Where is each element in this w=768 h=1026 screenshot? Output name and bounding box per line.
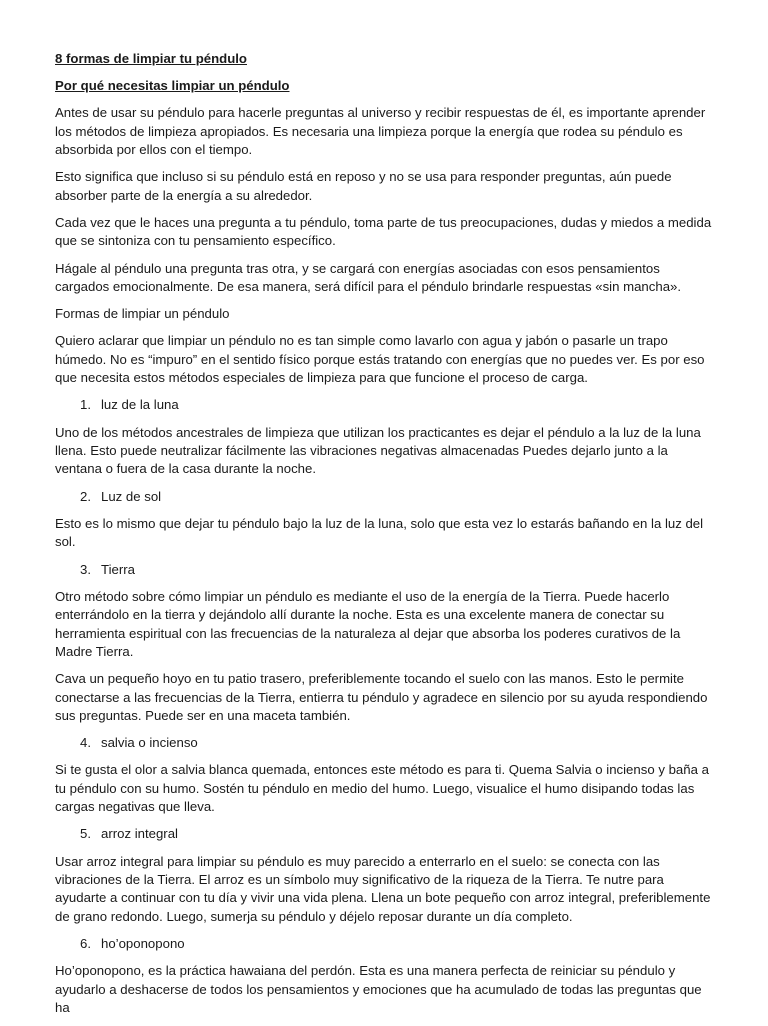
list-item-title: arroz integral (101, 826, 178, 842)
list-item-paragraph: Esto es lo mismo que dejar tu péndulo bajo la luz de la luna, solo que esta vez lo estarás bañando en la luz del sol. (55, 515, 704, 550)
list-item-number: 6. (80, 935, 91, 951)
list-item (55, 561, 717, 726)
list-item-heading (55, 561, 717, 579)
section-heading: Por qué necesitas limpiar un péndulo (55, 78, 290, 94)
intro-paragraph: Esto significa que incluso si su péndulo está en reposo y no se usa para responder preguntas, aún puede absorber parte de la energía a su alrededor. (55, 169, 672, 203)
list-item-paragraph: Uno de los métodos ancestrales de limpieza que utilizan los practicantes es dejar el péndulo a la luz de la luna llena. Esto puede neutralizar fácilmente las vibraciones negativas almacenadas Puedes dejarlo junto a la ventana o fuera de la casa durante la noche. (55, 424, 701, 477)
intro-paragraph: Hágale al péndulo una pregunta tras otra, y se cargará con energías asociadas con esos pensamientos cargados emocionalmente. De esa manera, será difícil para el péndulo brindarle respuestas «sin mancha». (55, 260, 682, 295)
list-item-title: Luz de sol (101, 488, 162, 504)
intro-section (55, 104, 717, 296)
intro-paragraph: Cada vez que le haces una pregunta a tu péndulo, toma parte de tus preocupaciones, dudas y miedos a medida que se sintoniza con tu pensamiento específico. (55, 215, 712, 249)
list-item-number: 1. (80, 397, 91, 413)
list-item-heading (55, 734, 717, 752)
list-item-number: 5. (80, 826, 91, 842)
list-item-heading (55, 825, 717, 843)
intro-paragraph: Antes de usar su péndulo para hacerle preguntas al universo y recibir respuestas de él, es importante aprender los métodos de limpieza apropiados. Es necesaria una limpieza porque la energía que rodea su péndulo es absorbida por ellos con el tiempo. (55, 105, 706, 158)
document-page (55, 50, 717, 1026)
methods-intro-paragraph: Quiero aclarar que limpiar un péndulo no es tan simple como lavarlo con agua y jabón o pasarle un trapo húmedo. No es “impuro” en el sentido físico porque estás tratando con energías que no puedes ver. Es por eso que necesita estos métodos especiales de limpieza para que funcione el proceso de carga. (55, 333, 705, 386)
list-item-paragraph: Si te gusta el olor a salvia blanca quemada, entonces este método es para ti. Quema Salvia o incienso y baña a tu péndulo con su humo. Sostén tu péndulo en medio del humo. Luego, visualice el humo disipando todas las cargas negativas que lleva. (55, 762, 709, 815)
list-item-title: ho’oponopono (101, 935, 185, 951)
document-title: 8 formas de limpiar tu péndulo (55, 51, 247, 66)
list-item-number: 4. (80, 735, 91, 751)
list-item-paragraph: Cava un pequeño hoyo en tu patio trasero, preferiblemente tocando el suelo con las manos. Esto le permite conectarse a las frecuencias de la Tierra, entierra tu péndulo y agradece en silencio por su ayuda respondiendo sus preguntas. Puede ser en una maceta también. (55, 671, 708, 723)
list-item-heading (55, 396, 717, 414)
list-item-paragraph: Usar arroz integral para limpiar su péndulo es muy parecido a enterrarlo en el suelo: se conecta con las vibraciones de la Tierra. El arroz es un símbolo muy significativo de la riqueza de la Tierra. Te nutre para ayudarte a continuar con tu día y vivir una vida plena. Llena un bote pequeño con arroz integral, preferiblemente de grano redondo. Luego, sumerja su péndulo y déjelo reposar durante un día completo. (55, 853, 711, 924)
list-item (55, 734, 717, 816)
list-item-number: 2. (80, 488, 91, 504)
list-item-paragraph: Otro método sobre cómo limpiar un péndulo es mediante el uso de la energía de la Tierra. Puede hacerlo enterrándolo en la tierra y dejándolo allí durante la noche. Esta es una excelente manera de conectar su herramienta espiritual con las frecuencias de la naturaleza al dejar que absorba los poderes curativos de la Madre Tierra. (55, 588, 681, 659)
list-item-title: salvia o incienso (101, 735, 198, 751)
list-item-title: luz de la luna (101, 397, 179, 413)
list-item (55, 488, 717, 552)
list-item (55, 935, 717, 1017)
list-item-number: 3. (80, 561, 91, 577)
list-item-heading (55, 935, 717, 953)
list-item-paragraph: Ho’oponopono, es la práctica hawaiana del perdón. Esta es una manera perfecta de reiniciar su péndulo y ayudarlo a deshacerse de todos los pensamientos y emociones que ha acumulado de todas las preguntas que ha (55, 963, 702, 1015)
list-item (55, 396, 717, 478)
methods-heading: Formas de limpiar un péndulo (55, 306, 230, 322)
list-item-title: Tierra (101, 561, 135, 577)
list-item (55, 825, 717, 926)
list-item-heading (55, 488, 717, 506)
methods-list (55, 396, 717, 1017)
